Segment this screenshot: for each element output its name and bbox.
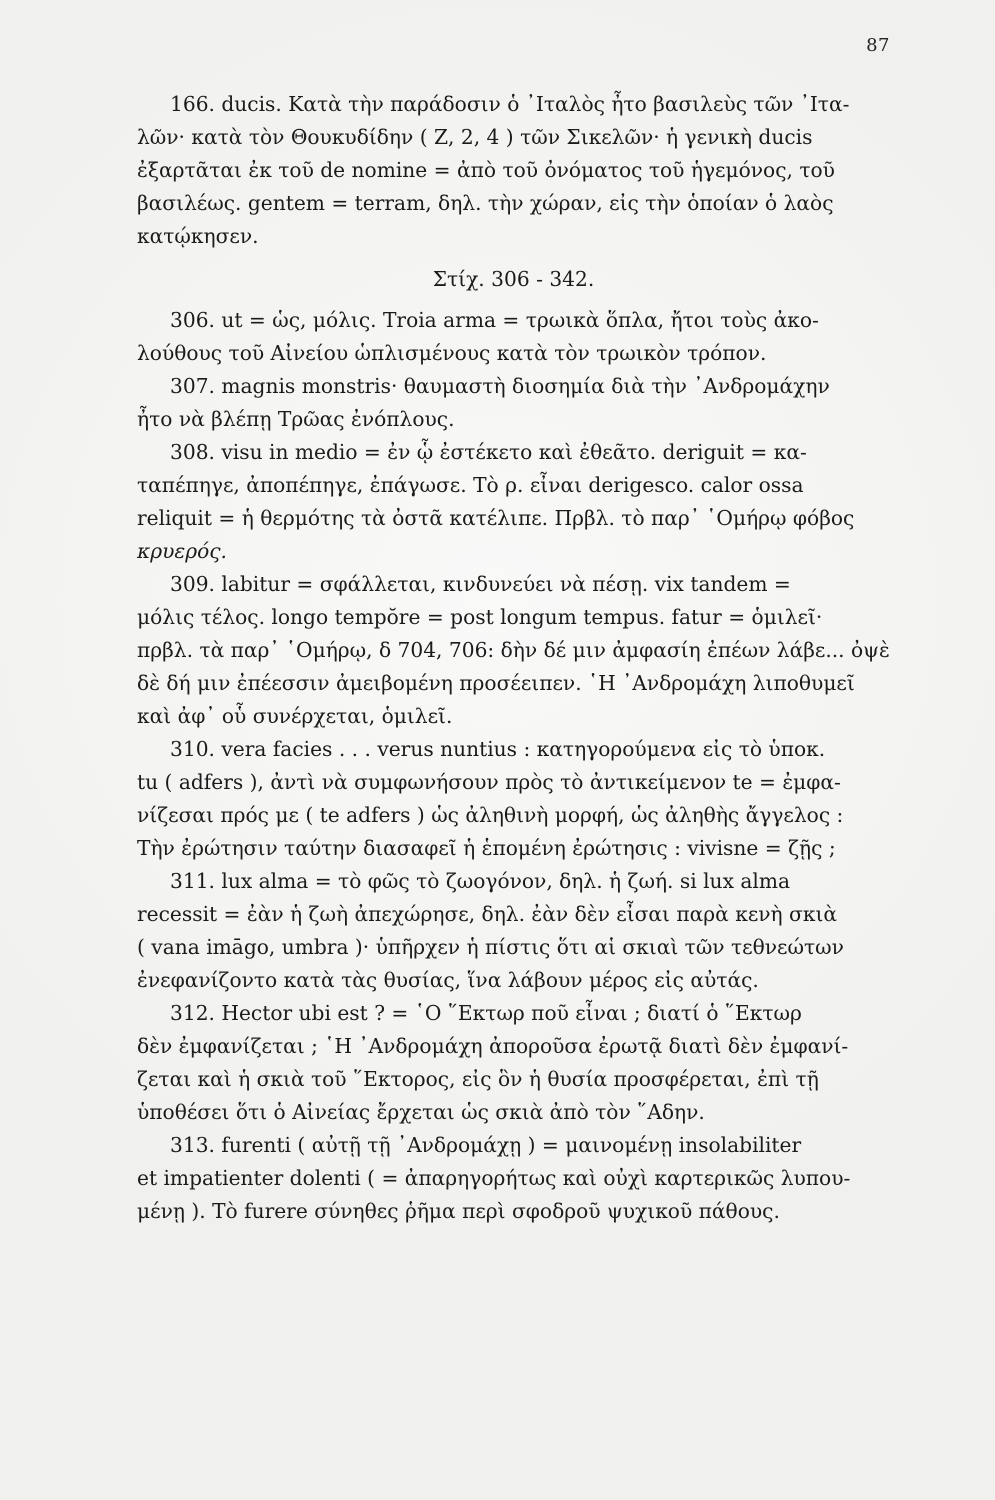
text-line: ἦτο νὰ βλέπῃ Τρῶας ἐνόπλους.	[137, 407, 455, 431]
text-line: 313. furenti ( αὐτῇ τῇ ᾿Ανδρομάχῃ ) = μαινομένῃ insolabiliter	[170, 1133, 802, 1157]
text-line: κατῴκησεν.	[137, 224, 259, 248]
text-line: μόλις τέλος. longo tempŏre = post longum tempus. fatur = ὁμιλεῖ·	[137, 605, 823, 629]
text-line: καὶ ἀφ᾿ οὗ συνέρχεται, ὁμιλεῖ.	[137, 704, 453, 728]
text-line: ταπέπηγε, ἀποπέπηγε, ἐπάγωσε. Τὸ ρ. εἶναι derigesco. calor ossa	[137, 473, 804, 497]
text-line: ἐξαρτᾶται ἐκ τοῦ de nomine = ἀπὸ τοῦ ὀνόματος τοῦ ἡγεμόνος, τοῦ	[137, 158, 835, 182]
text-line: 311. lux alma = τὸ φῶς τὸ ζωογόνον, δηλ. ἡ ζωή. si lux alma	[170, 869, 791, 893]
text-line: 310. vera facies . . . verus nuntius : κατηγορούμενα εἰς τὸ ὑποκ.	[170, 737, 826, 761]
text-line: recessit = ἐὰν ἡ ζωὴ ἀπεχώρησε, δηλ. ἐὰν δὲν εἶσαι παρὰ κενὴ σκιὰ	[137, 902, 838, 926]
text-line: reliquit = ἡ θερμότης τὰ ὀστᾶ κατέλιπε. Πρβλ. τὸ παρ᾿ ῾Ομήρῳ φόβος	[137, 506, 855, 530]
text-line: Τὴν ἐρώτησιν ταύτην διασαφεῖ ἡ ἑπομένη ἐρώτησις : vivisne = ζῇς ;	[137, 836, 836, 860]
text-line: νίζεσαι πρός με ( te adfers ) ὡς ἀληθινὴ μορφή, ὡς ἀληθὴς ἄγγελος :	[137, 803, 844, 827]
text-line: κρυερός.	[137, 539, 227, 563]
text-line: λούθους τοῦ Αἰνείου ὡπλισμένους κατὰ τὸν τρωικὸν τρόπον.	[137, 341, 767, 365]
section-heading: Στίχ. 306 - 342.	[432, 267, 595, 291]
text-line: ( vana imāgo, umbra )· ὑπῆρχεν ἡ πίστις ὅτι αἱ σκιαὶ τῶν τεθνεώτων	[137, 935, 844, 959]
text-line: 312. Hector ubi est ? = ῾Ο ῞Εκτωρ ποῦ εἶναι ; διατί ὁ ῞Εκτωρ	[170, 1001, 802, 1025]
text-line: δὲ δή μιν ἐπέεσσιν ἀμειβομένη προσέειπεν. ῾Η ᾿Ανδρομάχη λιποθυμεῖ	[137, 671, 855, 695]
text-line: 306. ut = ὡς, μόλις. Troia arma = τρωικὰ ὅπλα, ἤτοι τοὺς ἀκο-	[170, 308, 819, 332]
text-line: πρβλ. τὰ παρ᾿ ῾Ομήρῳ, δ 704, 706: δὴν δέ μιν ἀμφασίη ἐπέων λάβε... ὀψὲ	[137, 638, 890, 662]
text-line: ἐνεφανίζοντο κατὰ τὰς θυσίας, ἵνα λάβουν μέρος εἰς αὐτάς.	[137, 968, 759, 992]
text-line: tu ( adfers ), ἀντὶ νὰ συμφωνήσουν πρὸς τὸ ἀντικείμενον te = ἐμφα-	[137, 770, 841, 794]
page-number: 87	[866, 35, 890, 56]
text-line: δὲν ἐμφανίζεται ; ῾Η ᾿Ανδρομάχη ἀποροῦσα ἐρωτᾷ διατὶ δὲν ἐμφανί-	[137, 1034, 849, 1058]
text-line: λῶν· κατὰ τὸν Θουκυδίδην ( Ζ, 2, 4 ) τῶν Σικελῶν· ἡ γενικὴ ducis	[137, 125, 813, 149]
text-line: ζεται καὶ ἡ σκιὰ τοῦ ῞Εκτορος, εἰς ὃν ἡ θυσία προσφέρεται, ἐπὶ τῇ	[137, 1067, 819, 1091]
text-line: et impatienter dolenti ( = ἀπαρηγορήτως καὶ οὐχὶ καρτερικῶς λυπου-	[137, 1166, 851, 1190]
text-line: μένῃ ). Τὸ furere σύνηθες ῥῆμα περὶ σφοδροῦ ψυχικοῦ πάθους.	[137, 1199, 780, 1223]
text-line: βασιλέως. gentem = terram, δηλ. τὴν χώραν, εἰς τὴν ὁποίαν ὁ λαὸς	[137, 191, 834, 215]
text-line: ὑποθέσει ὅτι ὁ Αἰνείας ἔρχεται ὡς σκιὰ ἀπὸ τὸν ῞Αδην.	[137, 1100, 705, 1124]
commentary-text	[137, 88, 890, 1228]
text-line: 166. ducis. Κατὰ τὴν παράδοσιν ὁ ᾿Ιταλὸς ἦτο βασιλεὺς τῶν ᾿Ιτα-	[170, 92, 850, 116]
text-line: 309. labitur = σφάλλεται, κινδυνεύει νὰ πέσῃ. vix tandem =	[170, 572, 791, 596]
text-line: 307. magnis monstris· θαυμαστὴ διοσημία διὰ τὴν ᾿Ανδρομάχην	[170, 374, 830, 398]
text-line: 308. visu in medio = ἐν ᾧ ἐστέκετο καὶ ἐθεᾶτο. deriguit = κα-	[170, 440, 807, 464]
